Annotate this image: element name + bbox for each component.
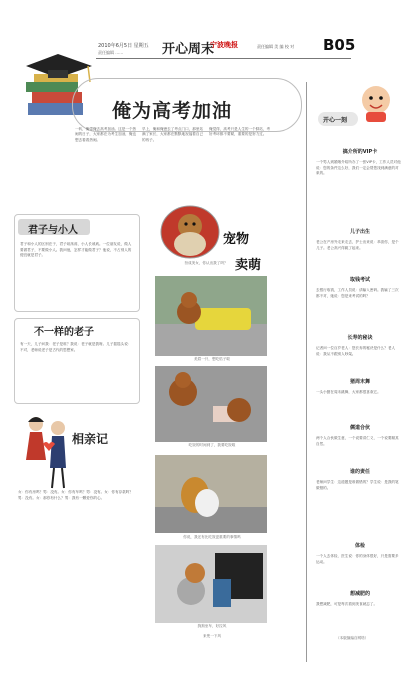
lead-paragraph-1: 一转，俺带俺去高考加油。这是一个热闹的日子，大家都在为考生加油，俺也想去看看热闹。 [75, 127, 137, 142]
story-title-1: 搞介所的VIP卡 [342, 149, 378, 155]
footer-note: （本版摘编自网络） [336, 636, 369, 640]
caption-4: 狗狗坐车，好拉风 [197, 624, 227, 628]
issue-date: 2010年6月5日 星期五 [98, 43, 149, 49]
xiangqin-text: 女：你有房吗？男：没有。女：你有车吗？男：没有。女：你有存款吗？男：没有。女：那你有什么？男：我有一颗爱你的心。 [18, 490, 133, 500]
baby-illustration [354, 82, 398, 122]
right-badge: 开心一刻 [323, 117, 348, 124]
story-title-5: 猪周末舞 [349, 379, 370, 385]
story-title-4: 长寿的秘诀 [347, 335, 373, 341]
issue-editor-line: 责任编辑 …… [98, 50, 124, 55]
story-title-9: 想减肥的 [349, 591, 370, 597]
junzi-title: 君子与小人 [28, 225, 78, 236]
story-text-2: 老公在产房外走来走去，护士出来说：恭喜你，是个儿子。老公高兴得跳了起来。 [316, 240, 399, 250]
junzi-text: 君子和小人的区别在于，君子坦荡荡，小人长戚戚。一位朋友说，做人要做君子，不要做小人。我问他，怎样才能做君子？他说，不占别人的便宜就是君子。 [20, 242, 132, 258]
poodle-photo-2 [155, 366, 267, 442]
story-text-4: 记者问一位百岁老人：您长寿的秘诀是什么？老人说：我从不跟别人吵架。 [316, 346, 396, 356]
dog-costume-photo [159, 204, 221, 260]
lead-paragraph-3: 俺觉得，高考只是人生的一个驿站，考好考坏都不要紧，重要的是努力过。 [209, 127, 271, 137]
caption-2: 吃饭的时间到了，我要吃饭啦 [188, 443, 236, 447]
story-text-8: 一个人去体检，医生说：你的身体很好，只是需要多运动。 [316, 554, 399, 564]
lead-paragraph-2: 早上，俺和俺爸去了考点门口，那里站满了家长，大家都在默默地祝福着自己的孩子。 [142, 127, 204, 142]
caption-1: 美眉一只，想吃桔子啦 [194, 357, 230, 361]
story-title-8: 体检 [354, 543, 365, 549]
caption-last: 来兜一下风 [203, 634, 221, 638]
story-text-3: 去银行取钱，工作人员说：请输入密码。我输了三次都不对，她说：您是来考试的吗？ [316, 288, 399, 298]
story-text-1: 一个男人到婚姻介绍所办了一张VIP卡，工作人员对他说：您的条件这么好，我们一定会帮您找到满意的对象的。 [316, 160, 401, 176]
poodle-photo-1 [155, 276, 267, 356]
section-title: 开心周末 [162, 42, 215, 57]
column-divider [306, 82, 307, 662]
story-text-6: 两个人合伙做生意，一个说要讲仁义，一个说要顺其自然。 [316, 436, 399, 446]
story-text-9: 我想减肥，可是每次看到美食就忘了。 [316, 602, 378, 606]
main-headline: 俺为高考加油 [112, 100, 233, 122]
story-text-7: 老师问学生：这道题是谁做错的？学生说：是我的笔做错的。 [316, 480, 399, 490]
dog-photo-3 [155, 455, 267, 533]
story-title-2: 儿子出生 [349, 229, 370, 235]
header-rule [96, 58, 351, 59]
caption-top: 扮成美女，你认出我了吗？ [184, 261, 228, 265]
xiangqin-title: 相亲记 [72, 432, 109, 446]
couple-illustration [18, 412, 76, 490]
laozi-title: 不一样的老子 [34, 327, 94, 338]
laozi-text: 有一天，儿子问我：老子是谁？我说：老子就是我呀。儿子摇摇头说：不对，老师说老子是古代的思想家。 [20, 342, 132, 352]
dog-scooter-photo [155, 545, 267, 623]
story-title-7: 谁的责任 [349, 469, 370, 475]
story-text-5: 一头小猪在周末跳舞，大家都很喜欢它。 [316, 390, 381, 394]
editor-credits: 责任编辑 美 编 校 对 [257, 44, 295, 49]
pets-title-1: 宠物 [223, 232, 250, 247]
newspaper-brand: 宁波晚报 [210, 41, 238, 49]
pets-title-2: 卖萌 [235, 258, 262, 273]
story-title-6: 儒道合伙 [349, 425, 370, 431]
story-title-3: 取钱考试 [349, 277, 370, 283]
caption-3: 你说，我还有比吃饭更重要的事情吗 [183, 535, 241, 539]
page-number: B05 [323, 36, 356, 54]
